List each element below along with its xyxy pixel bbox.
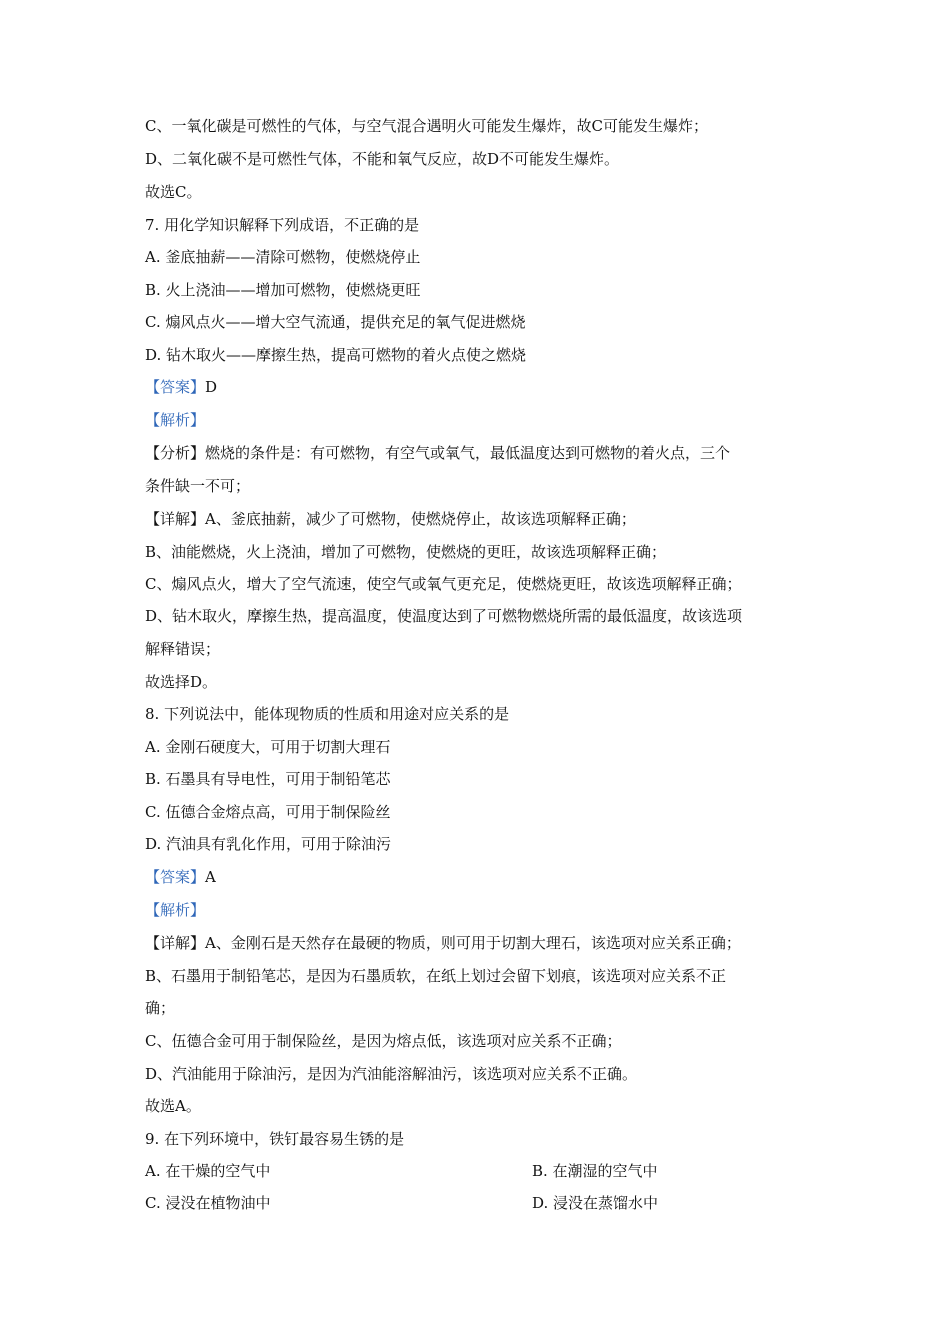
q9-option-b: B. 在潮湿的空气中 [532,1162,658,1180]
q7-option-a: A. 釜底抽薪——清除可燃物，使燃烧停止 [145,248,421,266]
answer-tag: 【答案】 [145,378,206,396]
q9-option-c: C. 浸没在植物油中 [145,1194,271,1212]
q9-option-a: A. 在干燥的空气中 [145,1162,271,1180]
q7-question: 7. 用化学知识解释下列成语，不正确的是 [145,216,420,234]
fenxi-text: 燃烧的条件是：有可燃物，有空气或氧气，最低温度达到可燃物的着火点，三个 [205,444,731,462]
q7-option-d: D. 钻木取火——摩擦生热，提高可燃物的着火点使之燃烧 [145,346,527,364]
q8-answer [145,867,815,887]
q8-detail-b-continued: 确； [145,999,176,1017]
fenxi-tag: 【分析】 [145,444,206,462]
q7-fenxi [145,443,815,463]
q6-option-c-explanation: C、一氧化碳是可燃性的气体，与空气混合遇明火可能发生爆炸，故C可能发生爆炸； [145,117,708,135]
q7-analysis-heading [145,410,815,430]
q8-option-b: B. 石墨具有导电性，可用于制铅笔芯 [145,770,391,788]
q7-option-b: B. 火上浇油——增加可燃物，使燃烧更旺 [145,281,421,299]
answer-tag: 【答案】 [145,868,206,886]
q8-detail-c: C、伍德合金可用于制保险丝，是因为熔点低，该选项对应关系不正确； [145,1032,622,1050]
q9-option-d: D. 浸没在蒸馏水中 [532,1194,659,1212]
q8-analysis-heading [145,900,815,920]
answer-value: A [205,868,216,886]
q8-option-c: C. 伍德合金熔点高，可用于制保险丝 [145,803,391,821]
q8-conclusion: 故选A。 [145,1097,201,1115]
analysis-tag: 【解析】 [145,411,206,429]
q8-detail [145,933,815,953]
q7-answer [145,377,815,397]
q7-detail-d: D、钻木取火，摩擦生热，提高温度，使温度达到了可燃物燃烧所需的最低温度，故该选项 [145,607,743,625]
q7-fenxi-continued: 条件缺一不可； [145,477,251,495]
answer-value: D [205,378,218,396]
q8-option-d: D. 汽油具有乳化作用，可用于除油污 [145,835,392,853]
detail-tag: 【详解】 [145,510,206,528]
analysis-tag: 【解析】 [145,901,206,919]
q6-option-d-explanation: D、二氧化碳不是可燃性气体，不能和氧气反应，故D不可能发生爆炸。 [145,150,620,168]
q7-detail-c: C、煽风点火，增大了空气流速，使空气或氧气更充足，使燃烧更旺，故该选项解释正确； [145,575,742,593]
q8-option-a: A. 金刚石硬度大，可用于切割大理石 [145,738,391,756]
detail-tag: 【详解】 [145,934,206,952]
q8-detail-b: B、石墨用于制铅笔芯，是因为石墨质软，在纸上划过会留下划痕，该选项对应关系不正 [145,967,727,985]
q8-detail-d: D、汽油能用于除油污，是因为汽油能溶解油污，该选项对应关系不正确。 [145,1065,638,1083]
q8-question: 8. 下列说法中，能体现物质的性质和用途对应关系的是 [145,705,510,723]
q7-detail [145,509,815,529]
q7-option-c: C. 煽风点火——增大空气流通，提供充足的氧气促进燃烧 [145,313,526,331]
q7-detail-d-continued: 解释错误； [145,640,221,658]
q7-conclusion: 故选择D。 [145,673,218,691]
q9-question: 9. 在下列环境中，铁钉最容易生锈的是 [145,1130,405,1148]
detail-text: A、金刚石是天然存在最硬的物质，则可用于切割大理石，该选项对应关系正确； [205,934,741,952]
q6-conclusion: 故选C。 [145,183,202,201]
detail-text: A、釜底抽薪，减少了可燃物，使燃烧停止，故该选项解释正确； [205,510,636,528]
q7-detail-b: B、油能燃烧，火上浇油，增加了可燃物，使燃烧的更旺，故该选项解释正确； [145,543,667,561]
